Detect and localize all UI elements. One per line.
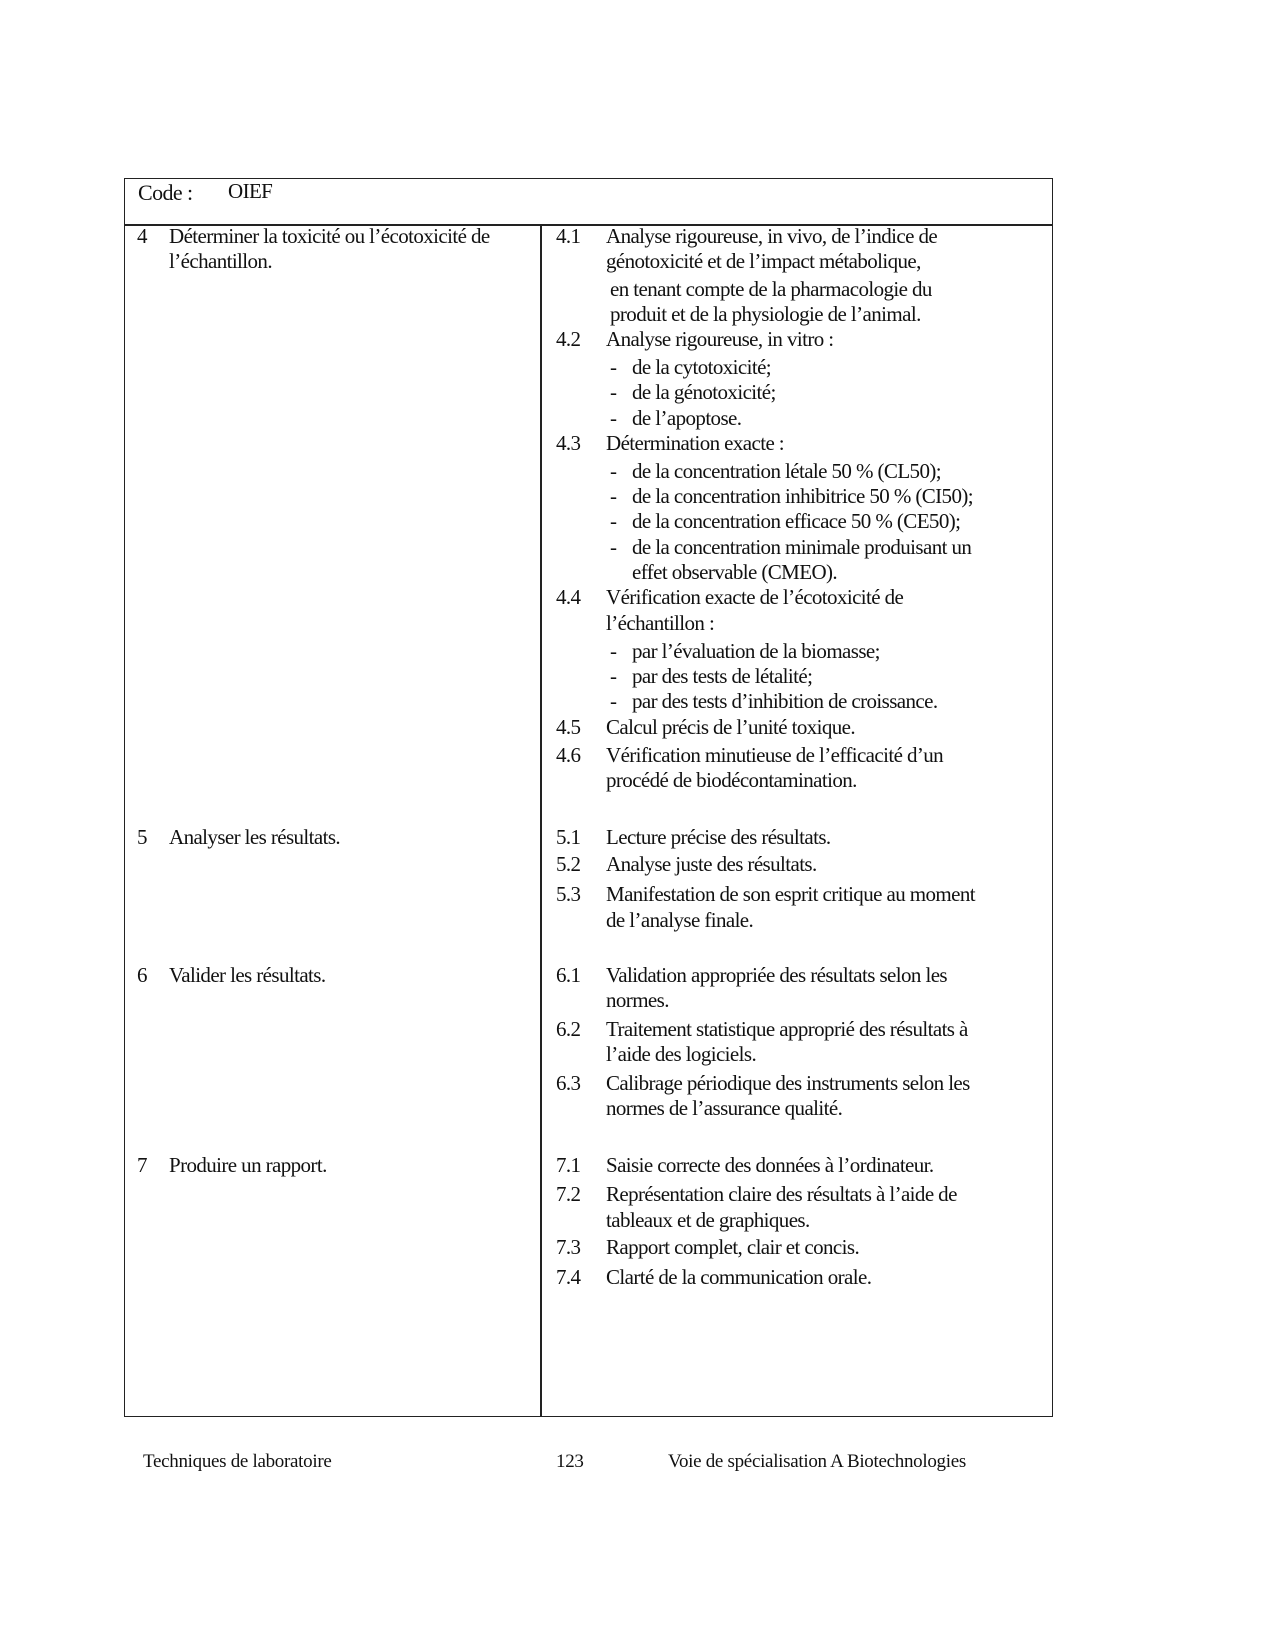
bullet-dash: - (610, 355, 617, 379)
criterion-text: l’aide des logiciels. (606, 1042, 757, 1066)
criterion-text: Analyse rigoureuse, in vitro : (606, 327, 834, 351)
bullet-dash: - (610, 484, 617, 508)
criterion-number: 6.3 (556, 1071, 581, 1095)
bullet-item: de la cytotoxicité; (632, 355, 772, 379)
bullet-item: de la génotoxicité; (632, 380, 776, 404)
criterion-text: Représentation claire des résultats à l’aide de (606, 1182, 957, 1206)
criterion-text: Lecture précise des résultats. (606, 825, 831, 849)
criterion-number: 4.6 (556, 743, 581, 767)
criterion-text: génotoxicité et de l’impact métabolique, (606, 249, 921, 273)
criterion-text: Calibrage périodique des instruments selon les (606, 1071, 970, 1095)
competency-text: Analyser les résultats. (169, 825, 341, 849)
criterion-text: Analyse rigoureuse, in vivo, de l’indice de (606, 224, 938, 248)
bullet-item: par des tests d’inhibition de croissance. (632, 689, 938, 713)
bullet-item: par des tests de létalité; (632, 664, 813, 688)
criterion-number: 4.4 (556, 585, 581, 609)
criterion-text: en tenant compte de la pharmacologie du (610, 277, 932, 301)
criterion-number: 5.3 (556, 882, 581, 906)
bullet-item: de la concentration efficace 50 % (CE50); (632, 509, 961, 533)
criterion-text: produit et de la physiologie de l’animal. (610, 302, 921, 326)
criterion-text: de l’analyse finale. (606, 908, 754, 932)
page-number: 123 (556, 1451, 584, 1472)
competency-number: 5 (137, 825, 147, 849)
criterion-text: Analyse juste des résultats. (606, 852, 817, 876)
criterion-number: 7.4 (556, 1265, 581, 1289)
criterion-number: 4.3 (556, 431, 581, 455)
bullet-item: de la concentration inhibitrice 50 % (CI50); (632, 484, 973, 508)
column-divider (540, 225, 542, 1417)
competency-number: 6 (137, 963, 147, 987)
criterion-text: normes de l’assurance qualité. (606, 1096, 843, 1120)
footer-right: Voie de spécialisation A Biotechnologies (668, 1451, 966, 1472)
criterion-number: 4.5 (556, 715, 581, 739)
bullet-dash: - (610, 639, 617, 663)
criterion-text: Calcul précis de l’unité toxique. (606, 715, 856, 739)
competency-text: Valider les résultats. (169, 963, 326, 987)
bullet-item: effet observable (CMEO). (632, 560, 838, 584)
bullet-dash: - (610, 535, 617, 559)
criterion-text: procédé de biodécontamination. (606, 768, 857, 792)
criterion-text: l’échantillon : (606, 611, 715, 635)
criterion-text: Clarté de la communication orale. (606, 1265, 872, 1289)
bullet-dash: - (610, 689, 617, 713)
competency-table (124, 178, 1053, 1417)
criterion-text: Détermination exacte : (606, 431, 785, 455)
criterion-number: 7.1 (556, 1153, 581, 1177)
criterion-text: Saisie correcte des données à l’ordinateur. (606, 1153, 934, 1177)
bullet-item: par l’évaluation de la biomasse; (632, 639, 880, 663)
criterion-number: 5.2 (556, 852, 581, 876)
code-label: Code : (138, 180, 193, 205)
criterion-text: Vérification exacte de l’écotoxicité de (606, 585, 904, 609)
competency-text: l’échantillon. (169, 249, 272, 273)
criterion-number: 4.2 (556, 327, 581, 351)
criterion-text: tableaux et de graphiques. (606, 1208, 810, 1232)
competency-text: Déterminer la toxicité ou l’écotoxicité de (169, 224, 490, 248)
criterion-number: 6.2 (556, 1017, 581, 1041)
footer-left: Techniques de laboratoire (143, 1451, 332, 1472)
bullet-dash: - (610, 459, 617, 483)
competency-number: 4 (137, 224, 147, 248)
criterion-number: 6.1 (556, 963, 581, 987)
code-value: OIEF (228, 179, 273, 203)
criterion-text: normes. (606, 988, 669, 1012)
criterion-number: 4.1 (556, 224, 581, 248)
criterion-number: 7.2 (556, 1182, 581, 1206)
bullet-item: de la concentration létale 50 % (CL50); (632, 459, 941, 483)
bullet-dash: - (610, 509, 617, 533)
criterion-text: Manifestation de son esprit critique au moment (606, 882, 975, 906)
criterion-text: Rapport complet, clair et concis. (606, 1235, 860, 1259)
criterion-text: Vérification minutieuse de l’efficacité d’un (606, 743, 944, 767)
criterion-text: Traitement statistique approprié des résultats à (606, 1017, 968, 1041)
bullet-item: de la concentration minimale produisant un (632, 535, 972, 559)
criterion-number: 7.3 (556, 1235, 581, 1259)
competency-text: Produire un rapport. (169, 1153, 327, 1177)
bullet-dash: - (610, 380, 617, 404)
bullet-item: de l’apoptose. (632, 406, 742, 430)
criterion-number: 5.1 (556, 825, 581, 849)
competency-number: 7 (137, 1153, 147, 1177)
bullet-dash: - (610, 406, 617, 430)
criterion-text: Validation appropriée des résultats selon les (606, 963, 947, 987)
bullet-dash: - (610, 664, 617, 688)
